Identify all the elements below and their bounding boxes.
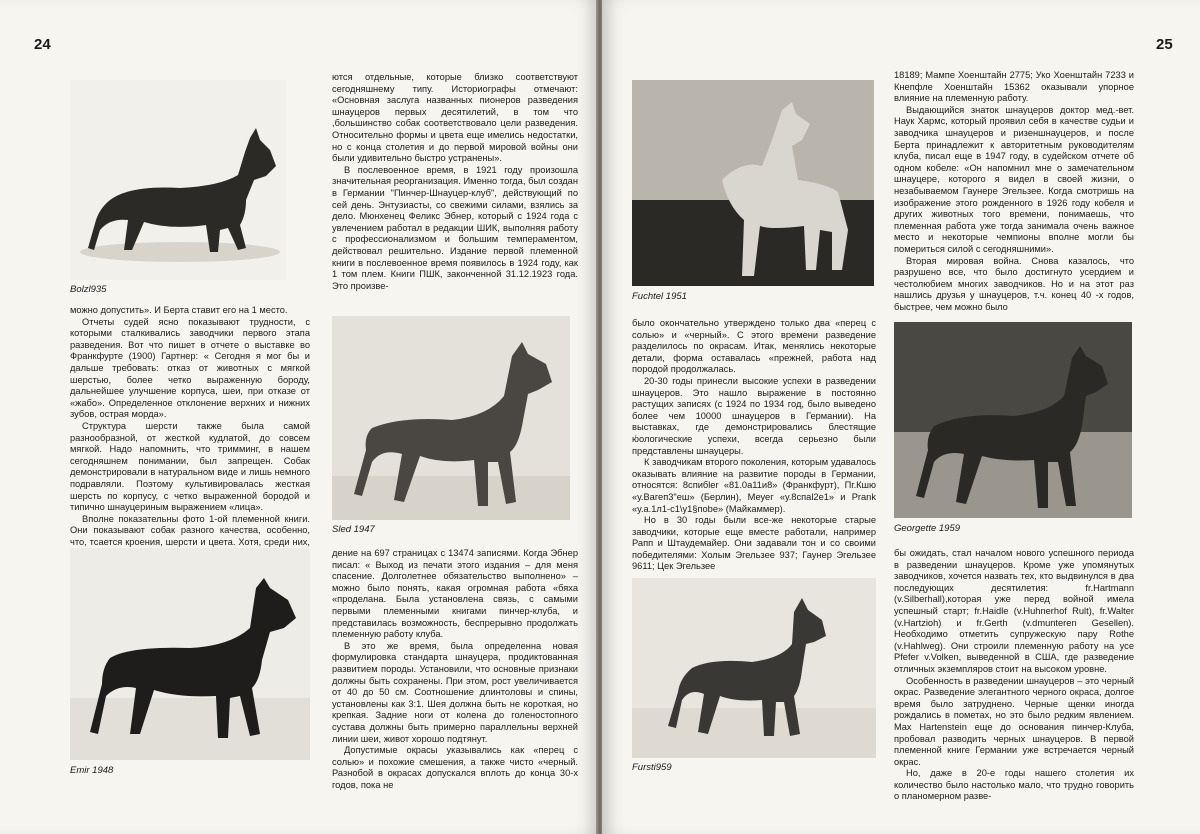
right-col2-top-text (894, 70, 1134, 313)
left-col2-bottom-text (332, 548, 578, 791)
page-number: 25 (1156, 36, 1173, 53)
paragraph: Но в 30 годы были все-же некоторые старые заводчики, которые еще вместе работали, например Рапп и Штаудемайер. Они задавали тон и со своими победителями: Холым Эгельзее 937; Гаунер Эгельзее 9611; Цек Эгельзее (632, 515, 876, 572)
paragraph: было окончательно утверждено только два «перец с солью» и «черный». С этого времени разведение разделилось по окрасам. Итак, менялись некоторые детали, форма оставалась «прежней, работа над породой продолжалась. (632, 318, 876, 375)
left-col2-top-text (332, 72, 578, 292)
paragraph: Вполне показательны фото 1-ой племенной книги. Они показывают собак разного качества, особенно, что, тсается кроения, шерсти и цвета. Хотя, среди них, (70, 513, 310, 547)
caption-emir: Emir 1948 (70, 765, 114, 776)
dog-photo-bolzl (70, 80, 286, 280)
paragraph: В это же время, была определенна новая формулировка стандарта шнауцера, продиктованная развитием породы. Установили, что основные признаки должны быть сохранены. При этом, рост увеличивается от 40 до 50 см. Соотношение длинтоловы и спины, установлены как 3:1. Шея должна быть не короткая, но крепкая. Задние ноги от колена до голеностопного сустава должны быть примерно параллельны верхней линии шеи, живот хорошо подтянут. (332, 640, 578, 744)
right-col2-bottom-text (894, 548, 1134, 803)
paragraph: бы ожидать, стал началом нового успешного периода в разведении шнауцеров. Кроме уже упомянутых заводчиков, хочется назвать тех, кто выдвинулся в два последующих десятилетия: fr.Hartmann (v.Silberhall),которая уже перед войной имела успешный старт; fr.Haidle (v.Huhnerhof Rult), fr.Walter (v.Hartzioh) и fr.Gerth (v.dmunteren Gesellen). Необходимо отметить супружескую пару Rothe (v.Hahlweg). Они строили племенную работу на усе Pfefer v.Volken, выведенной в США, где разведение отличных экземпляров стоит на высоком уровне. (894, 548, 1134, 674)
dog-photo-georgette (894, 322, 1132, 518)
paragraph: Выдающийся знаток шнауцеров доктор мед.-вет. Наук Хармс, который проявил себя в качестве судьи и заводчика шнауцеров и ризеншнауцеров, и после Берта принадлежит к авторитетным руководителям клуба, писал еще в 1947 году, в судейском отчете об одном кобеле: «Он напомнил мне о замечательном шнауцере, которого я видел в своей жизни, о незабываемом Гаунере Эгельзее. Когда смотришь на изображение этого рожденного в 1926 году кобеля и других животных того времени, понимаешь, что племенная работа уже тогда занимала очень важное место и некоторые чемпионы вполне могли бы помериться силой с сегодняшними». (894, 104, 1134, 254)
dog-photo-sled (332, 316, 570, 520)
paragraph: К заводчикам второго поколения, которым удавалось оказывать влияние на развитие породы в Германии, относятся: 8спибler «81.0а11и8» (Франкфурт), Пг.Кшю «у.Вагеп3"еш» (Берлин), Меуег «у.8спаl2е1» и Рrаnk «у.а.1л1-с1\у1§пobе» (Майкаммер). (632, 457, 876, 514)
paragraph: 18189; Мампе Хоенштайн 2775; Уко Хоенштайн 7233 и Кнепфле Хоенштайн 15362 оказывали упорное влияние на племенную работу. (894, 70, 1134, 104)
caption-bolzl: Bolzl935 (70, 284, 107, 295)
paragraph: можно допустить». И Берта ставит его на 1 место. (70, 305, 288, 315)
paragraph: Структура шерсти также была самой разнообразной, от жесткой кудлатой, до совсем мягкой. Надо напомнить, что тримминг, в нашем сегодняшнем понимании, был запрещен. Собак демонстрировали в натуральном виде и лишь немного подравляли. Поэтому культивировалась жесткая шерсть по корпусу, с четко выраженной бородой и типично шнауцериным выражением «лица». (70, 420, 310, 513)
caption-sled: Sled 1947 (332, 524, 375, 535)
paragraph: 20-30 годы принесли высокие успехи в разведении шнауцеров. Это нашло выражение в постоянно растущих записях (с 1924 по 1934 год, было выведено более чем 10000 шнауцеров в Германии). На выставках, где демонстрировались блестящие ю́ологические успехи, всегда серьезно были представлены шнауцеры. (632, 375, 876, 456)
left-col1-text (70, 305, 310, 560)
dog-photo-emir (70, 548, 310, 760)
right-col1-text (632, 318, 876, 573)
paragraph: Вторая мировая война. Снова казалось, что разрушено все, что было достигнуто усердием и честолюбием многих заводчиков. Но и на этот раз нашлись друзья у шнауцеров, т.ч. конец 40 -х годов, быстрее, чем можно было (894, 255, 1134, 312)
paragraph: Особенность в разведении шнауцеров – это черный окрас. Разведение элегантного черного окраса, долгое время было затруднено. Черные щенки иногда рождались в пометах, но это было редким явлением. Max Hartenstein еще до основания пинчер-Клуба, пробовал разводить черных шнауцеров. В первой племенной книге Германии уже встречается черный окрас. (894, 675, 1134, 767)
paragraph: ются отдельные, которые близко соответствуют сегодняшнему типу. Историографы отмечают: «Основная заслуга названных пионеров разведения шнауцеров первых десятилетий, в том что ,большинство собак соответствовало цели разведения. Относительно формы и цвета еще имелись недостатки, но с конца столетия и до первой мировой войны они были удивительно быстро устранены». (332, 72, 578, 164)
dog-photo-fursti (632, 578, 876, 758)
page-number: 24 (34, 36, 51, 53)
dog-photo-fuchtel (632, 80, 874, 286)
paragraph: дение на 697 страницах с 13474 записями. Когда Эбнер писал: « Выход из печати этого издания – для меня спасение. Долголетнее обязательство выполнено» – можно было понять, какая огромная работа «бяха «проделана. Была установлена связь, с самыми первыми племенными книгами пинчер-клуба, и представилась возможность, беспрерывно продолжать племенную работу клуба. (332, 548, 578, 640)
paragraph: Отчеты судей ясно показывают трудности, с которыми сталкивались заводчики первого этапа разведения. Вот что пишет в отчете о выставке во Франкфурте (1900) Гартнер: « Сегодня я мог бы и дальше требовать: отказ от животных с мягкой шерстью, более четко выраженную бороду, дальнейшее улучшение корпуса, шеи, при отказе от «жабо». Определенное отклонение верхних и нижних зубов, острая морда». (70, 316, 310, 420)
paragraph: Но, даже в 20-е годы нашего столетия их количество было настолько мало, что трудно говорить о планомерном разве- (894, 768, 1134, 802)
right-page (602, 0, 1200, 834)
left-page (0, 0, 598, 834)
caption-fursti: Fursti959 (632, 762, 672, 773)
caption-fuchtel: Fuchtel 1951 (632, 291, 687, 302)
caption-georgette: Georgette 1959 (894, 523, 961, 534)
paragraph: Допустимые окрасы указывались как «перец с солью» и похожие смешения, а также чисто «черный. Разнобой в окрасах допускался вплоть до конца 30-х годов, пока не (332, 745, 578, 790)
paragraph: В послевоенное время, в 1921 году произошла значительная реорганизация. Именно тогда, был создан в Германии "Пинчер-Шнауцер-клуб", действующий по сей день. Энтузиасты, со свежими силами, взялись за дело. Мюнхенец Феликс Эбнер, который с 1924 года с увлечением работал в редакции ШИК, выполняя работу с профессионализмом и большим темпераментом, действовал решительно. Издание первой племенной книги в послевоенное время появилось в 1924 году, как 1 том плем. Книги ПШК, законченной 31.12.1923 года. Это произве- (332, 164, 578, 291)
